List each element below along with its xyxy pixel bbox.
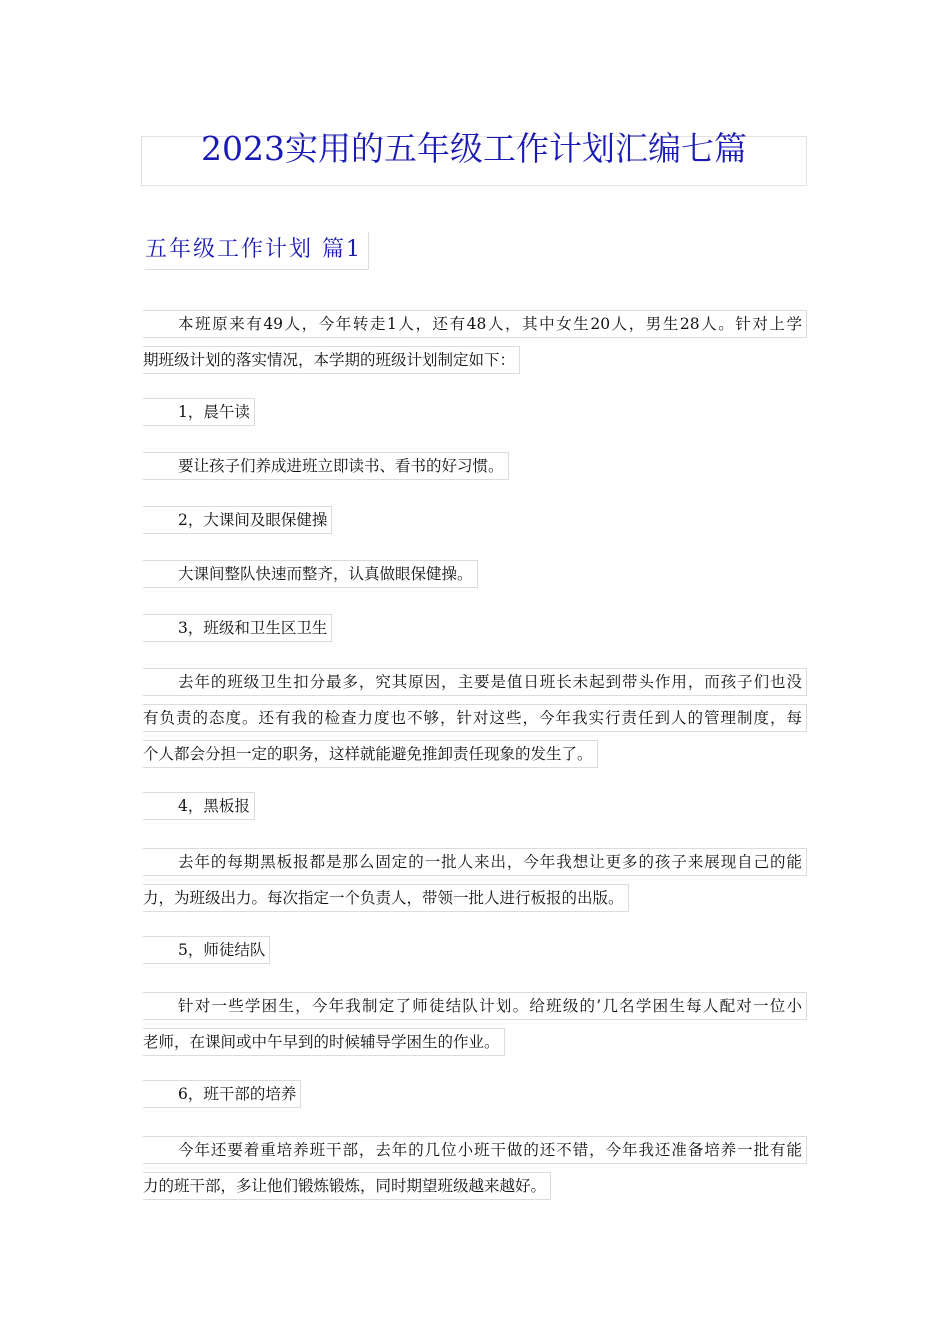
paragraph-line: 针对一些学困生，今年我制定了师徒结队计划。给班级的’几名学困生每人配对一位小 [143, 992, 807, 1020]
paragraph-line: 要让孩子们养成进班立即读书、看书的好习惯。 [143, 452, 509, 480]
paragraph-line: 大课间整队快速而整齐，认真做眼保健操。 [143, 560, 478, 588]
section-heading: 五年级工作计划 篇1 [145, 232, 369, 270]
item-heading: 3，班级和卫生区卫生 [143, 614, 332, 642]
paragraph-line: 个人都会分担一定的职务，这样就能避免推卸责任现象的发生了。 [143, 740, 598, 768]
item-heading: 6，班干部的培养 [143, 1080, 301, 1108]
paragraph-line: 力，为班级出力。每次指定一个负责人，带领一批人进行板报的出版。 [143, 884, 629, 912]
paragraph-line: 去年的每期黑板报都是那么固定的一批人来出，今年我想让更多的孩子来展现自己的能 [143, 848, 807, 876]
paragraph-line: 有负责的态度。还有我的检查力度也不够，针对这些，今年我实行责任到人的管理制度，每 [143, 704, 807, 732]
paragraph-line: 老师，在课间或中午早到的时候辅导学困生的作业。 [143, 1028, 505, 1056]
paragraph-line: 今年还要着重培养班干部，去年的几位小班干做的还不错，今年我还准备培养一批有能 [143, 1136, 807, 1164]
item-heading: 5，师徒结队 [143, 936, 270, 964]
paragraph-line: 期班级计划的落实情况，本学期的班级计划制定如下： [143, 346, 520, 374]
paragraph-line: 去年的班级卫生扣分最多，究其原因，主要是值日班长未起到带头作用，而孩子们也没 [143, 668, 807, 696]
item-heading: 4，黑板报 [143, 792, 255, 820]
item-heading: 1，晨午读 [143, 398, 255, 426]
paragraph-line: 本班原来有49人，今年转走1人，还有48人，其中女生20人，男生28人。针对上学 [143, 310, 807, 338]
item-heading: 2，大课间及眼保健操 [143, 506, 332, 534]
paragraph-line: 力的班干部，多让他们锻炼锻炼，同时期望班级越来越好。 [143, 1172, 551, 1200]
page-title: 2023实用的五年级工作计划汇编七篇 [201, 129, 747, 168]
